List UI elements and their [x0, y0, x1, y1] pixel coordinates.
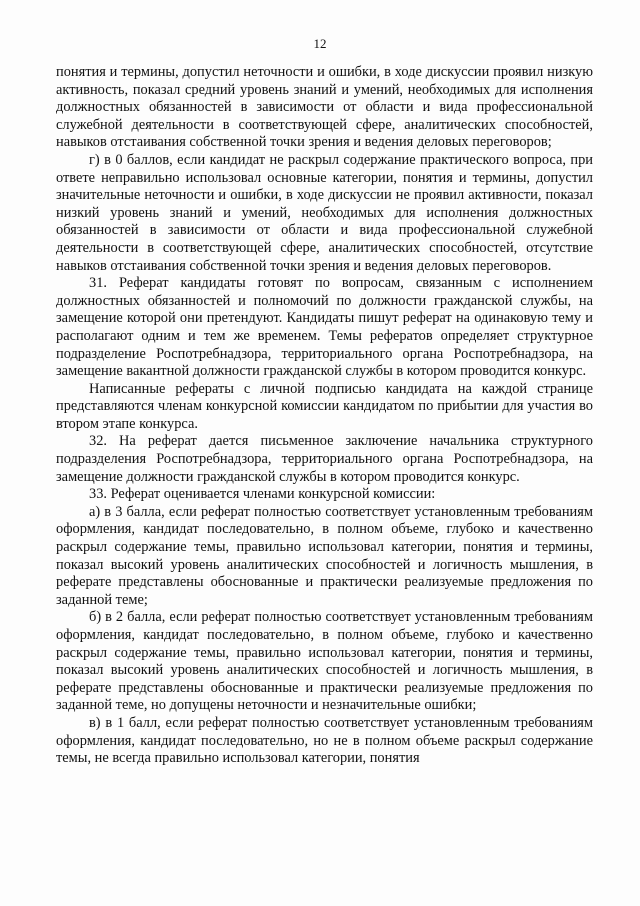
paragraph-31: 31. Реферат кандидаты готовят по вопросам, связанным с исполнением должностных обязанностей и полномочий по должности гражданской службы, на замещение которой они претендуют. Кандидаты пишут реферат на одинаковую тему и располагают одним и тем же временем. Темы рефератов определяет структурное подразделение Роспотребнадзора, территориального органа Роспотребнадзора, на замещение вакантной должности гражданской службы в котором проводится конкурс. [56, 275, 593, 380]
document-body [56, 64, 593, 768]
paragraph-item-b: б) в 2 балла, если реферат полностью соответствует установленным требованиям оформления, кандидат последовательно, в полном объеме, глубоко и качественно раскрыл содержание темы, правильно использовал категории, понятия и термины, показал высокий уровень аналитических способностей и логичность мышления, в реферате представлены обоснованные и практически реализуемые предложения по заданной теме, но допущены неточности и незначительные ошибки; [56, 609, 593, 714]
paragraph-32: 32. На реферат дается письменное заключение начальника структурного подразделения Роспотребнадзора, территориального органа Роспотребнадзора, на замещение должности гражданской службы в котором проводится конкурс. [56, 433, 593, 485]
paragraph-written-abstracts: Написанные рефераты с личной подписью кандидата на каждой странице представляются членам конкурсной комиссии кандидатом по прибытии для участия во втором этапе конкурса. [56, 380, 593, 432]
paragraph-item-a: а) в 3 балла, если реферат полностью соответствует установленным требованиям оформления, кандидат последовательно, в полном объеме, глубоко и качественно раскрыл содержание темы, правильно использовал категории, понятия и термины, показал высокий уровень аналитических способностей и логичность мышления, в реферате представлены обоснованные и практически реализуемые предложения по заданной теме; [56, 503, 593, 608]
page-number: 12 [313, 36, 327, 51]
paragraph-33: 33. Реферат оценивается членами конкурсной комиссии: [89, 486, 436, 503]
paragraph-item-v: в) в 1 балл, если реферат полностью соответствует установленным требованиям оформления, кандидат последовательно, но не в полном объеме раскрыл содержание темы, не всегда правильно использовал категории, понятия [56, 714, 593, 767]
paragraph-item-g: г) в 0 баллов, если кандидат не раскрыл содержание практического вопроса, при ответе неправильно использовал основные категории, понятия и термины, допустил значительные неточности и ошибки, в ходе дискуссии не проявил активности, показал низкий уровень знаний и умений, необходимых для исполнения должностных обязанностей в зависимости от области и вида профессиональной служебной деятельности в соответствующей сфере, аналитических способностей, отсутствие навыков отстаивания собственной точки зрения и ведения деловых переговоров. [56, 151, 593, 274]
paragraph-continuation: понятия и термины, допустил неточности и ошибки, в ходе дискуссии проявил низкую активность, показал средний уровень знаний и умений, необходимых для исполнения должностных обязанностей в зависимости от области и вида профессиональной служебной деятельности в соответствующей сфере, аналитических способностей, навыков отстаивания собственной точки зрения и ведения деловых переговоров; [56, 64, 593, 151]
